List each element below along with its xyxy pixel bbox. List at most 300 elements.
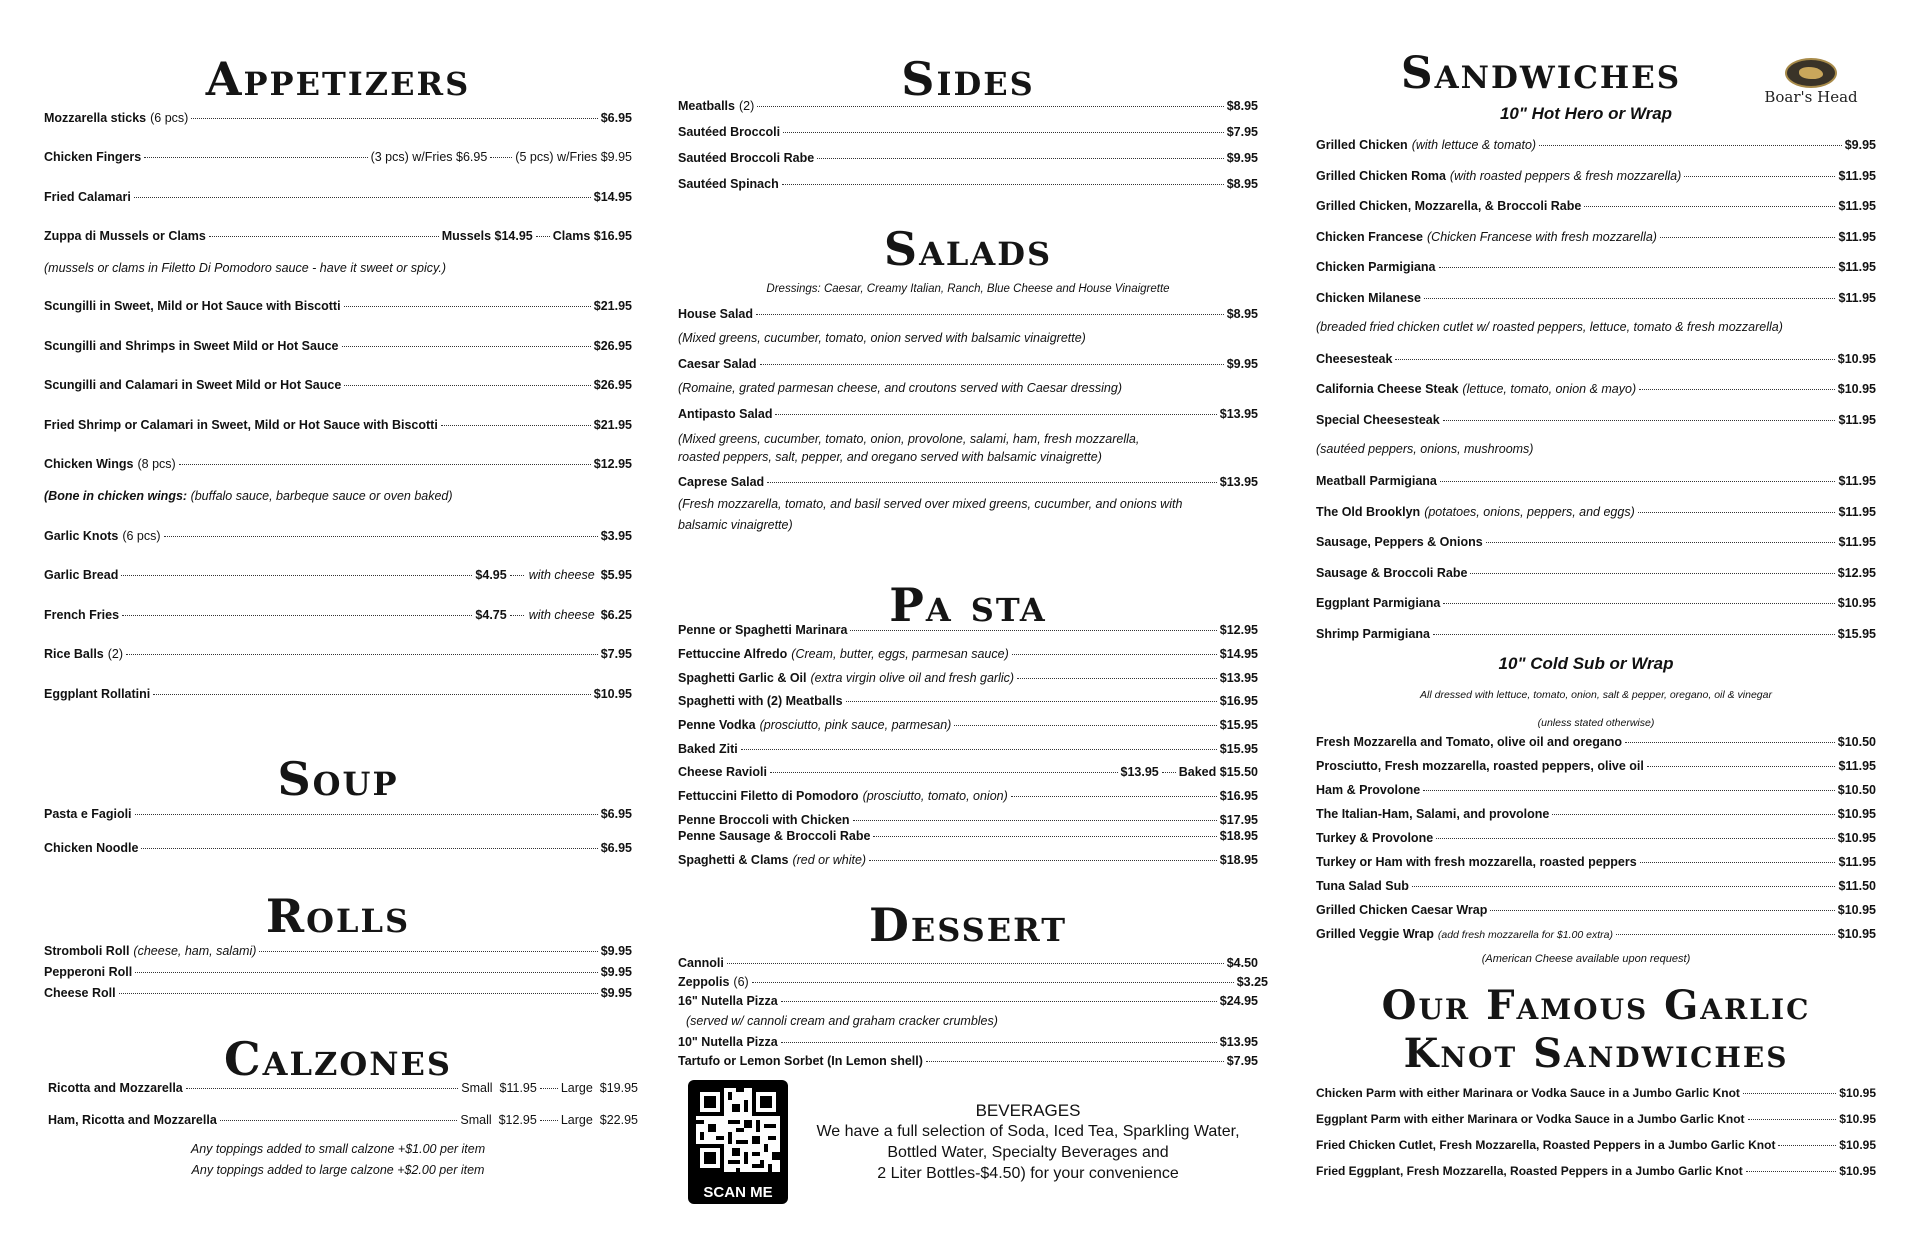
item-name: Zeppolis	[678, 975, 730, 989]
item-name: Fried Chicken Cutlet, Fresh Mozzarella, Roasted Peppers in a Jumbo Garlic Knot	[1316, 1138, 1776, 1152]
item-name: Penne or Spaghetti Marinara	[678, 623, 848, 637]
item-detail: (with lettuce & tomato)	[1411, 138, 1537, 152]
dot-leader	[1443, 603, 1834, 604]
item-note: (Mixed greens, cucumber, tomato, onion served with balsamic vinaigrette)	[678, 331, 1086, 345]
item-detail: (prosciutto, pink sauce, parmesan)	[759, 718, 952, 732]
dot-leader	[756, 314, 1224, 315]
menu-item	[1316, 854, 1876, 870]
dot-leader	[1012, 654, 1217, 655]
item-price: $11.95	[1838, 474, 1876, 488]
menu-item	[678, 1053, 1258, 1069]
dot-leader	[259, 951, 597, 952]
beverages-line: 2 Liter Bottles-$4.50) for your convenience	[877, 1165, 1179, 1182]
item-price: $11.95	[1838, 169, 1876, 183]
menu-item	[1316, 565, 1876, 581]
item-price: $11.95	[1838, 505, 1876, 519]
item-detail: $6.95	[456, 150, 488, 164]
item-price: $7.95	[1226, 125, 1258, 139]
menu-item	[1316, 504, 1876, 520]
pasta-heading: Pa sta	[889, 578, 1047, 632]
qr-code-icon	[696, 1088, 780, 1172]
dot-leader	[869, 860, 1217, 861]
item-name: Grilled Chicken Caesar Wrap	[1316, 903, 1488, 917]
item-name: Grilled Chicken Roma	[1316, 169, 1446, 183]
item-price: $26.95	[593, 339, 632, 353]
item-price: $13.95	[1120, 765, 1159, 779]
item-price: $4.75	[475, 608, 507, 622]
item-name: Cannoli	[678, 956, 724, 970]
menu-item	[44, 417, 632, 433]
menu-item	[678, 812, 1258, 828]
item-name: Chicken Parm with either Marinara or Vodka Sauce in a Jumbo Garlic Knot	[1316, 1086, 1740, 1100]
dot-leader	[191, 118, 597, 119]
dot-leader	[1616, 934, 1835, 935]
item-price: $10.95	[1839, 1138, 1876, 1152]
item-name: Caesar Salad	[678, 357, 757, 371]
item-detail: (Cream, butter, eggs, parmesan sauce)	[791, 647, 1009, 661]
menu-item	[1316, 259, 1876, 275]
item-name: Pasta e Fagioli	[44, 807, 132, 821]
dot-leader	[1439, 267, 1836, 268]
item-price: $8.95	[1226, 177, 1258, 191]
menu-item	[44, 646, 632, 662]
dot-leader	[741, 749, 1217, 750]
dot-leader	[853, 820, 1217, 821]
dot-leader	[1743, 1093, 1836, 1094]
item-name: Meatball Parmigiana	[1316, 474, 1437, 488]
dot-leader	[121, 575, 472, 576]
menu-item	[44, 338, 632, 354]
menu-item	[44, 806, 632, 822]
item-note: (Mixed greens, cucumber, tomato, onion, provolone, salami, ham, fresh mozzarella,	[678, 432, 1140, 446]
menu-item	[44, 298, 632, 314]
item-name: Chicken Milanese	[1316, 291, 1421, 305]
item-detail: $22.95	[599, 1113, 638, 1127]
item-price: $5.95	[600, 568, 632, 582]
menu-item	[678, 150, 1258, 166]
item-price: $11.95	[1838, 855, 1876, 869]
calzones-heading: Calzones	[224, 1032, 452, 1086]
menu-item	[1316, 734, 1876, 750]
dot-leader	[1647, 766, 1836, 767]
item-detail: (3 pcs) w/Fries	[370, 150, 453, 164]
menu-item	[678, 646, 1258, 662]
garlic-knot-heading: Knot Sandwiches	[1403, 1030, 1789, 1077]
menu-item	[1316, 290, 1876, 306]
menu-item	[1316, 198, 1876, 214]
menu-item	[1316, 137, 1876, 153]
menu-item	[44, 840, 632, 856]
menu-item	[44, 110, 632, 126]
item-price: $11.95	[1838, 230, 1876, 244]
item-name: Sautéed Broccoli Rabe	[678, 151, 815, 165]
item-name: House Salad	[678, 307, 754, 321]
item-note: roasted peppers, salt, pepper, and oregano served with balsamic vinaigrette)	[678, 450, 1102, 464]
menu-item	[1316, 926, 1876, 943]
item-price: $11.95	[1838, 759, 1876, 773]
dot-leader	[817, 158, 1224, 159]
dot-leader	[775, 414, 1216, 415]
item-name: Eggplant Parm with either Marinara or Vodka Sauce in a Jumbo Garlic Knot	[1316, 1112, 1745, 1126]
boars-head-logo	[1756, 58, 1866, 110]
dot-leader	[757, 106, 1223, 107]
item-note: (sautéed peppers, onions, mushrooms)	[1316, 442, 1534, 456]
item-name: Special Cheesesteak	[1316, 413, 1440, 427]
menu-item	[1316, 412, 1876, 428]
item-price: $11.95	[1838, 291, 1876, 305]
menu-item	[1316, 1137, 1876, 1153]
item-price: $21.95	[593, 299, 632, 313]
item-detail: (extra virgin olive oil and fresh garlic)	[810, 671, 1015, 685]
item-name: Penne Sausage & Broccoli Rabe	[678, 829, 871, 843]
item-name: 10" Nutella Pizza	[678, 1035, 778, 1049]
item-price: $11.95	[1838, 199, 1876, 213]
item-price: $6.25	[600, 608, 632, 622]
menu-item	[1316, 595, 1876, 611]
dot-leader	[1443, 420, 1836, 421]
item-name: Tartufo or Lemon Sorbet (In Lemon shell)	[678, 1054, 923, 1068]
item-price: $16.95	[1219, 694, 1258, 708]
menu-item	[44, 964, 632, 980]
menu-item	[48, 1080, 638, 1096]
calzone-note: Any toppings added to small calzone +$1.00 per item	[190, 1142, 486, 1156]
dot-leader	[144, 157, 367, 158]
item-price: $10.50	[1837, 783, 1876, 797]
item-detail: (add fresh mozzarella for $1.00 extra)	[1437, 929, 1613, 941]
menu-item	[678, 764, 1258, 780]
cold-sub-note: All dressed with lettuce, tomato, onion, salt & pepper, oregano, oil & vinegar	[1420, 689, 1772, 701]
dot-leader	[767, 482, 1217, 483]
dot-leader	[1746, 1171, 1837, 1172]
dot-leader	[1424, 298, 1836, 299]
menu-item	[678, 741, 1258, 757]
item-name: Sausage, Peppers & Onions	[1316, 535, 1483, 549]
menu-item	[48, 1112, 638, 1128]
menu-item	[44, 567, 632, 583]
item-name: Fettuccine Alfredo	[678, 647, 788, 661]
item-name: Shrimp Parmigiana	[1316, 627, 1430, 641]
item-price: $14.95	[1219, 647, 1258, 661]
item-price: $6.95	[600, 841, 632, 855]
item-name: Tuna Salad Sub	[1316, 879, 1409, 893]
item-name: Spaghetti & Clams	[678, 853, 789, 867]
item-price: $16.95	[1219, 789, 1258, 803]
dot-leader	[1395, 359, 1834, 360]
item-price: $13.95	[1219, 1035, 1258, 1049]
item-detail: (Chicken Francese with fresh mozzarella)	[1427, 230, 1657, 244]
beverages-line: We have a full selection of Soda, Iced Tea, Sparkling Water,	[816, 1123, 1240, 1140]
menu-item	[44, 189, 632, 205]
item-name: Eggplant Parmigiana	[1316, 596, 1441, 610]
item-price: Mussels $14.95	[441, 229, 533, 243]
menu-item	[44, 377, 632, 393]
menu-item	[678, 176, 1258, 192]
item-note: (Fresh mozzarella, tomato, and basil served over mixed greens, cucumber, and onions with	[678, 497, 1183, 511]
hot-hero-subheading: 10" Hot Hero or Wrap	[1499, 104, 1673, 123]
item-price: $4.95	[475, 568, 507, 582]
dot-leader	[119, 993, 598, 994]
item-price: $13.95	[1219, 475, 1258, 489]
item-price: $11.95	[1838, 535, 1876, 549]
item-note: (served w/ cannoli cream and graham cracker crumbles)	[686, 1014, 998, 1028]
menu-item	[678, 622, 1258, 638]
item-price: $10.95	[1837, 352, 1876, 366]
item-price: $13.95	[1219, 671, 1258, 685]
dot-leader	[846, 701, 1217, 702]
item-note: (breaded fried chicken cutlet w/ roasted peppers, lettuce, tomato & fresh mozzarella)	[1316, 320, 1783, 334]
menu-item	[678, 406, 1258, 422]
menu-item	[1316, 1111, 1876, 1127]
item-name: Cheesesteak	[1316, 352, 1393, 366]
item-price: $10.95	[1839, 1112, 1876, 1126]
item-price: $9.95	[1844, 138, 1876, 152]
dot-leader	[1778, 1145, 1836, 1146]
item-detail: with cheese	[528, 608, 595, 622]
item-price: $15.50	[1219, 765, 1258, 779]
item-name: Ricotta and Mozzarella	[48, 1081, 183, 1095]
dressings-note: Dressings: Caesar, Creamy Italian, Ranch, Blue Cheese and House Vinaigrette	[766, 283, 1170, 295]
dot-leader	[781, 1001, 1217, 1002]
menu-item	[678, 955, 1258, 971]
menu-item	[44, 228, 632, 244]
dot-leader	[782, 184, 1224, 185]
cold-sub-note: (unless stated otherwise)	[1537, 717, 1655, 729]
item-name: Scungilli and Shrimps in Sweet Mild or Hot Sauce	[44, 339, 339, 353]
item-price: $12.95	[593, 457, 632, 471]
dot-leader	[1552, 814, 1834, 815]
item-name: Chicken Francese	[1316, 230, 1423, 244]
item-price: $9.95	[1226, 151, 1258, 165]
item-name: Baked Ziti	[678, 742, 738, 756]
dot-leader	[344, 385, 590, 386]
menu-item	[678, 124, 1258, 140]
item-price: $9.95	[600, 944, 632, 958]
menu-item	[44, 528, 632, 544]
menu-item	[1316, 1163, 1876, 1179]
menu-item	[1316, 782, 1876, 798]
scan-me-label: SCAN ME	[703, 1184, 773, 1201]
item-price: $15.95	[1219, 742, 1258, 756]
dot-leader	[926, 1061, 1224, 1062]
dot-leader	[179, 464, 591, 465]
menu-item	[678, 306, 1258, 322]
dot-leader	[1412, 886, 1836, 887]
dot-leader	[1584, 206, 1835, 207]
beverages-block	[808, 1100, 1248, 1184]
dot-leader	[781, 1042, 1217, 1043]
menu-item	[678, 1034, 1258, 1050]
item-detail: Large	[560, 1113, 593, 1127]
dot-leader	[540, 1088, 558, 1089]
dot-leader	[727, 963, 1224, 964]
item-name: Scungilli and Calamari in Sweet Mild or Hot Sauce	[44, 378, 342, 392]
item-price: $10.95	[1837, 596, 1876, 610]
item-name: Chicken Parmigiana	[1316, 260, 1436, 274]
calzone-note: Any toppings added to large calzone +$2.00 per item	[191, 1163, 485, 1177]
rolls-heading: Rolls	[265, 889, 411, 943]
item-price: $10.50	[1837, 735, 1876, 749]
dot-leader	[540, 1120, 558, 1121]
dot-leader	[1436, 838, 1835, 839]
dot-leader	[510, 575, 524, 576]
item-name: Fresh Mozzarella and Tomato, olive oil and oregano	[1316, 735, 1623, 749]
boars-head-icon	[1785, 58, 1837, 88]
dot-leader	[1638, 512, 1836, 513]
menu-item	[678, 828, 1258, 844]
item-price: $10.95	[1837, 903, 1876, 917]
dot-leader	[760, 364, 1224, 365]
item-note: (mussels or clams in Filetto Di Pomodoro sauce - have it sweet or spicy.)	[44, 261, 446, 275]
item-detail: (with roasted peppers & fresh mozzarella)	[1449, 169, 1682, 183]
item-price: $18.95	[1219, 829, 1258, 843]
item-name: Grilled Chicken	[1316, 138, 1408, 152]
item-price: $14.95	[593, 190, 632, 204]
item-price: $3.95	[600, 529, 632, 543]
item-price: $11.95	[1838, 260, 1876, 274]
item-price: $21.95	[593, 418, 632, 432]
item-name: 16" Nutella Pizza	[678, 994, 778, 1008]
item-name: Cheese Roll	[44, 986, 116, 1000]
salads-heading: Salads	[883, 222, 1053, 276]
item-price: $3.25	[1236, 975, 1268, 989]
dot-leader	[770, 772, 1118, 773]
item-price: $15.95	[1837, 627, 1876, 641]
menu-item	[44, 686, 632, 702]
item-detail: (prosciutto, tomato, onion)	[862, 789, 1008, 803]
dot-leader	[752, 982, 1234, 983]
menu-item	[678, 98, 1258, 114]
item-name: Ham & Provolone	[1316, 783, 1421, 797]
dot-leader	[1486, 542, 1836, 543]
dot-leader	[783, 132, 1224, 133]
item-detail: $11.95	[499, 1081, 537, 1095]
item-price: $4.50	[1226, 956, 1258, 970]
sides-heading: Sides	[901, 52, 1035, 106]
item-price: $6.95	[600, 807, 632, 821]
dot-leader	[186, 1088, 459, 1089]
item-name: Sausage & Broccoli Rabe	[1316, 566, 1468, 580]
dot-leader	[1539, 145, 1842, 146]
cold-sub-subheading: 10" Cold Sub or Wrap	[1498, 654, 1674, 673]
item-name: Garlic Bread	[44, 568, 119, 582]
item-note: (Romaine, grated parmesan cheese, and croutons served with Caesar dressing)	[678, 381, 1122, 395]
item-name: Chicken Noodle	[44, 841, 139, 855]
item-price: $12.95	[1219, 623, 1258, 637]
item-name: Sautéed Spinach	[678, 177, 779, 191]
item-name: Grilled Chicken, Mozzarella, & Broccoli Rabe	[1316, 199, 1582, 213]
dot-leader	[510, 615, 524, 616]
dot-leader	[1470, 573, 1834, 574]
item-price: $24.95	[1219, 994, 1258, 1008]
item-price: $10.95	[1839, 1086, 1876, 1100]
item-price: $9.95	[600, 965, 632, 979]
garlic-knot-heading: Our Famous Garlic	[1381, 982, 1811, 1029]
item-detail: (lettuce, tomato, onion & mayo)	[1462, 382, 1637, 396]
dot-leader	[1017, 678, 1217, 679]
item-name: The Italian-Ham, Salami, and provolone	[1316, 807, 1550, 821]
beverages-title: BEVERAGES	[975, 1101, 1081, 1120]
item-detail: (red or white)	[792, 853, 867, 867]
dot-leader	[1684, 176, 1835, 177]
menu-item	[1316, 1085, 1876, 1101]
dot-leader	[1490, 910, 1834, 911]
item-detail: $12.95	[498, 1113, 537, 1127]
menu-item	[1316, 381, 1876, 397]
soup-heading: Soup	[277, 752, 399, 806]
dot-leader	[1748, 1119, 1837, 1120]
menu-item	[678, 693, 1258, 709]
item-detail: $19.95	[599, 1081, 638, 1095]
item-note: (Bone in chicken wings: (buffalo sauce, barbeque sauce or oven baked)	[44, 489, 453, 503]
menu-item	[678, 670, 1258, 686]
item-name: Grilled Veggie Wrap	[1316, 927, 1434, 941]
menu-item	[678, 717, 1258, 733]
item-name: Rice Balls	[44, 647, 104, 661]
menu-item	[1316, 878, 1876, 894]
beverages-line: Bottled Water, Specialty Beverages and	[887, 1144, 1169, 1161]
menu-item	[1316, 351, 1876, 367]
appetizers-heading: Appetizers	[205, 52, 471, 106]
american-cheese-note: (American Cheese available upon request)	[1481, 953, 1691, 965]
item-price: $9.95	[600, 986, 632, 1000]
dot-leader	[135, 814, 598, 815]
item-price: $10.95	[593, 687, 632, 701]
item-name: Fried Eggplant, Fresh Mozzarella, Roasted Peppers in a Jumbo Garlic Knot	[1316, 1164, 1743, 1178]
menu-item	[1316, 902, 1876, 918]
item-price: $7.95	[1226, 1054, 1258, 1068]
item-price: $11.95	[1838, 413, 1876, 427]
item-name: Prosciutto, Fresh mozzarella, roasted peppers, olive oil	[1316, 759, 1644, 773]
menu-item	[44, 456, 632, 472]
dot-leader	[344, 306, 591, 307]
dot-leader	[1162, 772, 1176, 773]
menu-item	[1316, 473, 1876, 489]
item-detail: with cheese	[528, 568, 595, 582]
menu-item	[44, 985, 632, 1001]
item-name: French Fries	[44, 608, 120, 622]
item-name: Pepperoni Roll	[44, 965, 133, 979]
item-note: balsamic vinaigrette)	[678, 518, 793, 532]
item-price: $9.95	[1226, 357, 1258, 371]
item-detail: Large	[560, 1081, 593, 1095]
item-name: Spaghetti Garlic & Oil	[678, 671, 807, 685]
menu-item	[1316, 626, 1876, 642]
item-price: $26.95	[593, 378, 632, 392]
dot-leader	[342, 346, 591, 347]
item-price: $10.95	[1839, 1164, 1876, 1178]
item-name: California Cheese Steak	[1316, 382, 1459, 396]
item-name: Sautéed Broccoli	[678, 125, 781, 139]
dot-leader	[209, 236, 439, 237]
menu-item	[1316, 758, 1876, 774]
item-price: $8.95	[1226, 99, 1258, 113]
dot-leader	[954, 725, 1216, 726]
item-detail: (5 pcs) w/Fries	[515, 150, 598, 164]
item-detail: $9.95	[600, 150, 632, 164]
dot-leader	[1423, 790, 1835, 791]
item-detail: (2)	[107, 647, 124, 661]
dot-leader	[134, 197, 591, 198]
item-name: Spaghetti with (2) Meatballs	[678, 694, 843, 708]
qr-code[interactable]	[688, 1080, 788, 1204]
item-detail: (8 pcs)	[137, 457, 176, 471]
dot-leader	[1639, 389, 1835, 390]
menu-item	[1316, 229, 1876, 245]
dot-leader	[490, 157, 512, 158]
menu-item	[678, 788, 1258, 804]
menu-item	[678, 356, 1258, 372]
item-name: Penne Vodka	[678, 718, 756, 732]
